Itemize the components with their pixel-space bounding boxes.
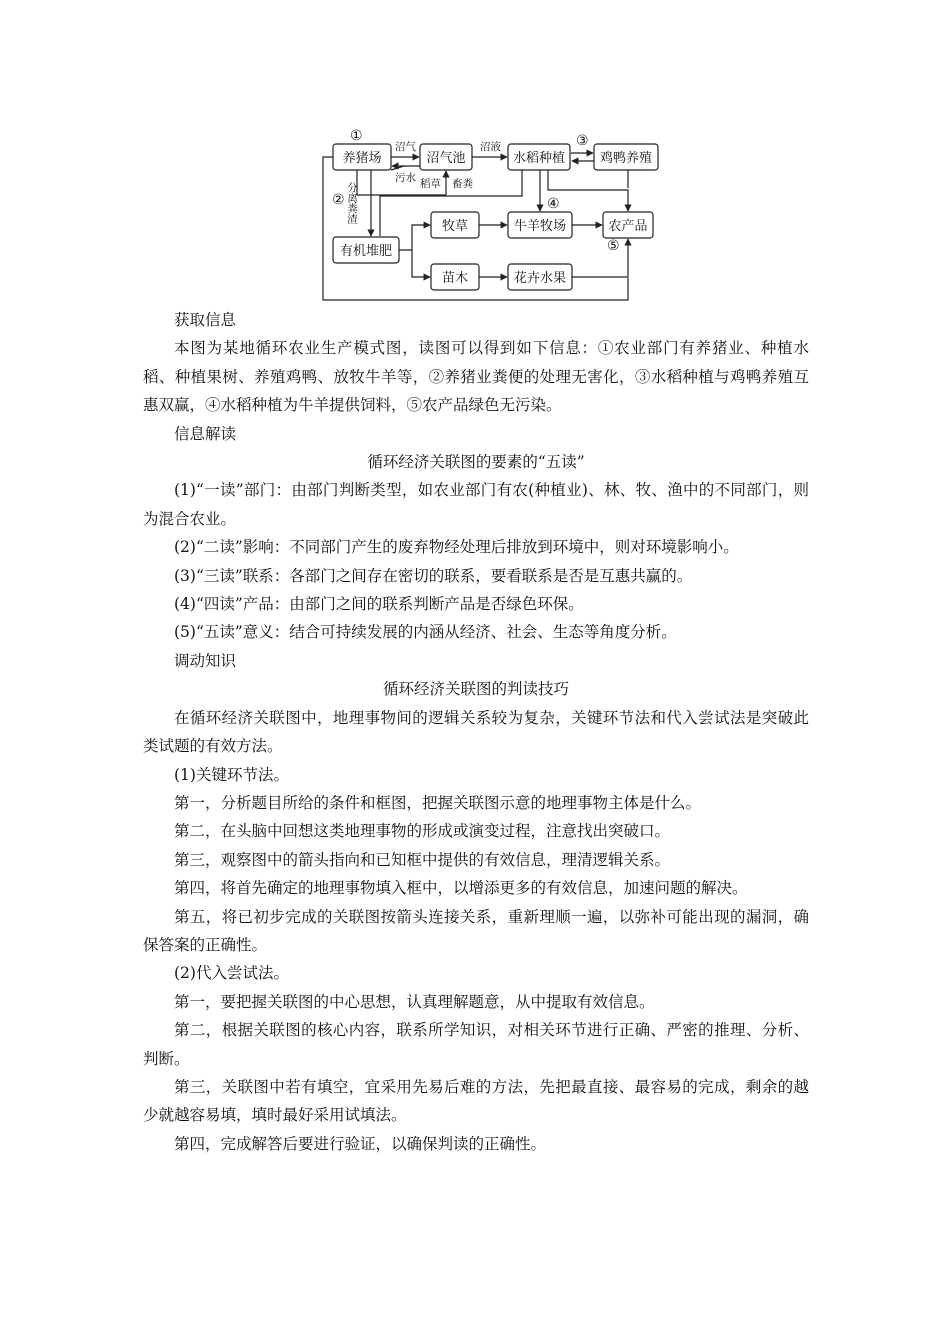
paragraph: 本图为某地循环农业生产模式图，读图可以得到如下信息：①农业部门有养猪业、种植水稻、种植果树、养殖鸡鸭、放牧牛羊等，②养猪业粪便的处理无害化，③水稻种植与鸡鸭养殖互惠双赢，④水稻种植为牛羊提供饲料，⑤农产品绿色无污染。 [143,339,809,415]
marker-2: ② [332,192,345,208]
marker-5: ⑤ [607,238,620,254]
label-compost: 有机堆肥 [339,244,393,259]
section-heading-interpret: 信息解读 [174,424,237,443]
paragraph: (5)“五读”意义：结合可持续发展的内涵从经济、社会、生态等角度分析。 [174,623,677,642]
edge-label-straw: 稻草 [420,178,441,190]
paragraph: (2)代入尝试法。 [174,964,289,983]
label-rice: 水稻种植 [512,151,566,166]
section-heading-get-info: 获取信息 [174,311,237,329]
paragraph: 第四，将首先确定的地理事物填入框中，以增添更多的有效信息，加速问题的解决。 [174,879,748,898]
edge-label-slurry: 沼液 [480,141,501,153]
label-biogas-pool: 沼气池 [426,151,466,166]
label-produce: 农产品 [608,219,648,234]
subsection-title: 循环经济关联图的判读技巧 [382,680,569,699]
label-cattle: 牛羊牧场 [513,219,567,234]
subsection-title: 循环经济关联图的要素的“五读” [367,453,585,472]
paragraph: 第三，关联图中若有填空，宜采用先易后难的方法，先把最直接、最容易的完成，剩余的越少就越容易填，填时最好采用试填法。 [143,1077,809,1125]
label-duck: 鸡鸭养殖 [599,151,653,166]
paragraph: (4)“四读”产品：由部门之间的联系判断产品是否绿色环保。 [174,595,584,614]
paragraph: 第三，观察图中的箭头指向和已知框中提供的有效信息，理清逻辑关系。 [174,850,671,869]
paragraph: 第二，在头脑中回想这类地理事物的形成或演变过程，注意找出突破口。 [174,822,671,841]
edge-label-manure: 畜粪 [452,178,473,190]
paragraph: 第五，将已初步完成的关联图按箭头连接关系，重新理顺一遍，以弥补可能出现的漏洞，确保答案的正确性。 [143,907,809,954]
circular-agriculture-diagram [300,120,680,310]
edge-label-biogas: 沼气 [395,141,416,153]
paragraph: (1)关键环节法。 [174,765,289,784]
marker-3: ③ [576,133,589,149]
paragraph: 第四，完成解答后要进行验证，以确保判读的正确性。 [174,1134,547,1153]
label-flower: 花卉水果 [513,271,567,286]
marker-4: ④ [547,196,560,212]
paragraph: 在循环经济关联图中，地理事物间的逻辑关系较为复杂，关键环节法和代入尝试法是突破此类试题的有效方法。 [143,708,809,756]
paragraph: (2)“二读”影响：不同部门产生的废弃物经处理后排放到环境中，则对环境影响小。 [174,538,739,557]
label-grass: 牧草 [441,219,469,234]
section-heading-knowledge: 调动知识 [174,651,237,670]
label-seedling: 苗木 [441,271,469,286]
edge-label-separate: 分离粪渣 [346,182,358,224]
paragraph: 第二，根据关联图的核心内容，联系所学知识，对相关环节进行正确、严密的推理、分析、判断。 [143,1021,809,1068]
document-body [143,306,809,1158]
paragraph: 第一，要把握关联图的中心思想，认真理解题意，从中提取有效信息。 [174,992,655,1011]
paragraph: 第一，分析题目所给的条件和框图，把握关联图示意的地理事物主体是什么。 [174,793,702,812]
label-pig-farm: 养猪场 [342,151,382,166]
paragraph: (3)“三读”联系：各部门之间存在密切的联系，要看联系是否是互惠共赢的。 [174,566,693,585]
marker-1: ① [350,128,363,144]
paragraph: (1)“一读”部门：由部门判断类型，如农业部门有农(种植业)、林、牧、渔中的不同部门，则为混合农业。 [143,481,809,528]
edge-label-sewage: 污水 [395,172,416,184]
